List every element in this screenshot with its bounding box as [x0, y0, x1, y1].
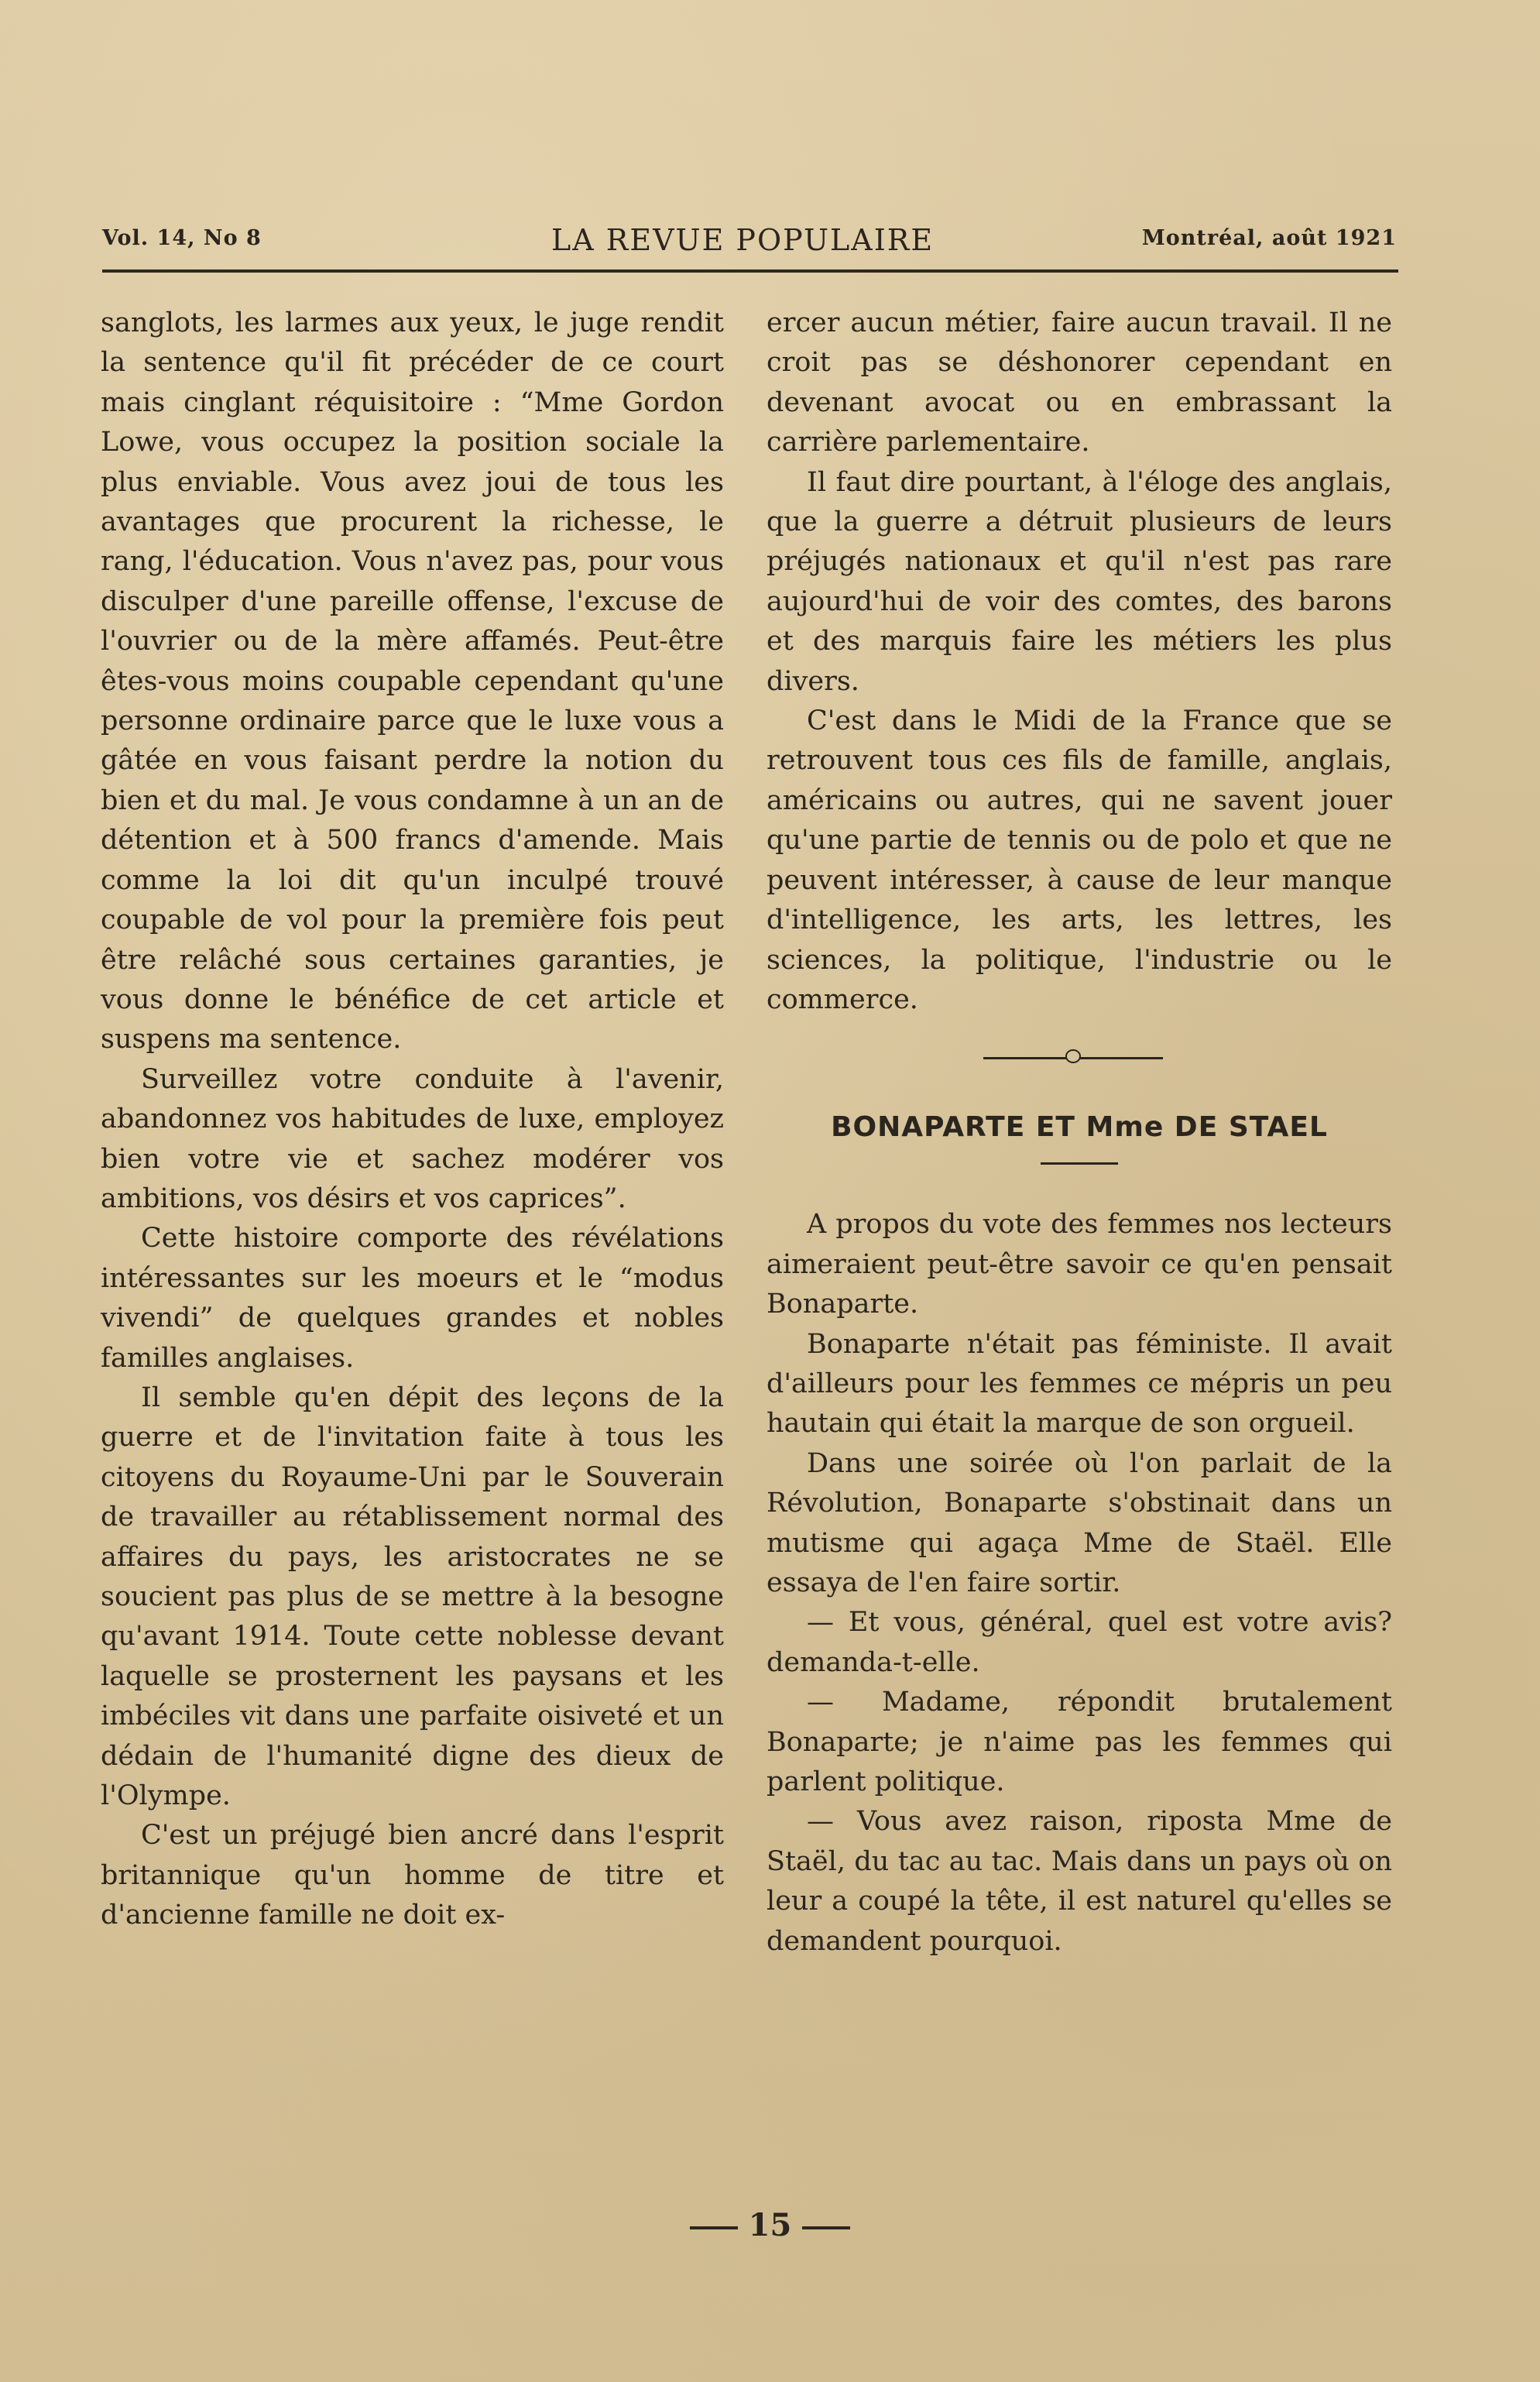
paragraph: sanglots, les larmes aux yeux, le juge rendit la sentence qu'il fit précéder de ce court mais cinglant réquisitoire : “Mme Gordon Lowe, vous occupez la position sociale la plus enviable. Vous avez joui de tous les avantages que procurent la richesse, le rang, l'éducation. Vous n'avez pas, pour vous disculper d'une pareille offense, l'excuse de l'ouvrier ou de la mère affamés. Peut-être êtes-vous moins coupable cependant qu'une personne ordinaire parce que le luxe vous a gâtée en vous faisant perdre la notion du bien et du mal. Je vous condamne à un an de détention et à 500 francs d'amende. Mais comme la loi dit qu'un inculpé trouvé coupable de vol pour la première fois peut être relâché sous certaines garanties, je vous donne le bénéfice de cet article et suspens ma sentence.: [101, 307, 724, 1055]
paragraph: C'est dans le Midi de la France que se retrouvent tous ces fils de famille, anglais, américains ou autres, qui ne savent jouer qu'une partie de tennis ou de polo et que ne peuvent intéresser, à cause de leur manque d'intelligence, les arts, les lettres, les sciences, la politique, l'industrie ou le commerce.: [767, 705, 1392, 1015]
publication-title: LA REVUE POPULAIRE: [551, 223, 935, 257]
paragraph: Il faut dire pourtant, à l'éloge des anglais, que la guerre a détruit plusieurs de leurs préjugés nationaux et qu'il n'est pas rare aujourd'hui de voir des comtes, des barons et des marquis faire les métiers les plus divers.: [767, 466, 1392, 697]
running-header: [102, 223, 1397, 259]
paragraph: Cette histoire comporte des révélations intéressantes sur les moeurs et le “modus vivendi” de quelques grandes et nobles familles anglaises.: [101, 1223, 724, 1374]
paragraph: ercer aucun métier, faire aucun travail. Il ne croit pas se déshonorer cependant en devenant avocat ou en embrassant la carrière parlementaire.: [767, 307, 1392, 458]
footer-dash-right: [802, 2226, 850, 2229]
divider-ornament: [1065, 1049, 1081, 1063]
paragraph: C'est un préjugé bien ancré dans l'esprit britannique qu'un homme de titre et d'ancienne famille ne doit ex-: [101, 1820, 724, 1931]
paragraph: — Et vous, général, quel est votre avis? demanda-t-elle.: [767, 1607, 1392, 1678]
paragraph: — Vous avez raison, riposta Mme de Staël, du tac au tac. Mais dans un pays où on leur a coupé la tête, il est naturel qu'elles se demandent pourquoi.: [767, 1806, 1392, 1957]
right-column: [767, 304, 1392, 1962]
paragraph: Surveillez votre conduite à l'avenir, abandonnez vos habitudes de luxe, employez bien votre vie et sachez modérer vos ambitions, vos désirs et vos caprices”.: [101, 1063, 724, 1214]
paragraph: Il semble qu'en dépit des leçons de la guerre et de l'invitation faite à tous les citoyens du Royaume-Uni par le Souverain de travailler au rétablissement normal des affaires du pays, les aristocrates ne se soucient pas plus de se mettre à la besogne qu'avant 1914. Toute cette noblesse devant laquelle se prosternent les paysans et les imbéciles vit dans une parfaite oisiveté et un dédain de l'humanité digne des dieux de l'Olympe.: [101, 1381, 724, 1812]
header-rule: [102, 269, 1398, 273]
paragraph: Bonaparte n'était pas féministe. Il avait d'ailleurs pour les femmes ce mépris un peu hautain qui était la marque de son orgueil.: [767, 1328, 1392, 1440]
title-rule: [1041, 1162, 1118, 1165]
page-footer: [0, 2207, 1540, 2243]
page-number: 15: [748, 2207, 792, 2243]
volume-number: Vol. 14, No 8: [102, 226, 262, 250]
paragraph: A propos du vote des femmes nos lecteurs aimeraient peut-être savoir ce qu'en pensait Bonaparte.: [767, 1209, 1392, 1320]
paragraph: — Madame, répondit brutalement Bonaparte; je n'aime pas les femmes qui parlent politique.: [767, 1687, 1392, 1797]
section-divider: [767, 1020, 1392, 1099]
issue-date: Montréal, août 1921: [1141, 226, 1397, 250]
article-title: BONAPARTE ET Mme DE STAEL: [831, 1111, 1328, 1144]
paragraph: Dans une soirée où l'on parlait de la Révolution, Bonaparte s'obstinait dans un mutisme qui agaça Mme de Staël. Elle essaya de l'en faire sortir.: [767, 1447, 1392, 1598]
left-column: [101, 304, 724, 1936]
footer-dash-left: [690, 2226, 738, 2229]
